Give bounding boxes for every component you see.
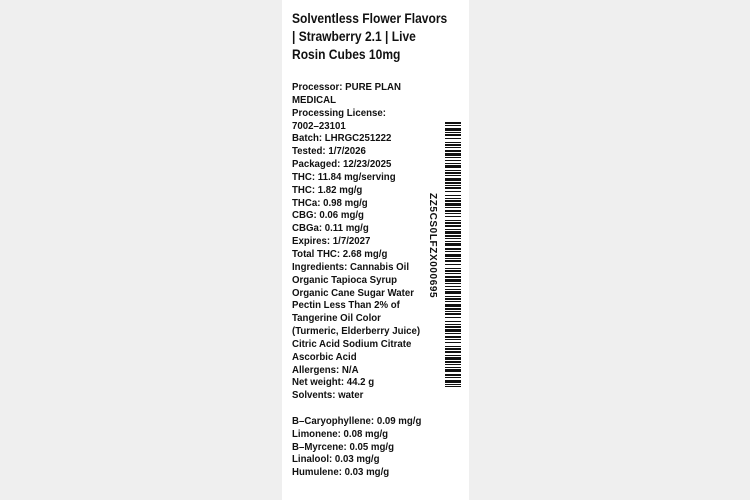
- terpene-line: Limonene: 0.08 mg/g: [292, 427, 389, 440]
- detail-line: Processor: PURE PLAN: [292, 81, 401, 93]
- barcode-bar: [445, 147, 461, 148]
- detail-line: THCa: 0.98 mg/g: [292, 196, 368, 209]
- barcode-bar: [445, 260, 461, 262]
- detail-line: Batch: LHRGC251222: [292, 132, 392, 145]
- detail-line: Expires: 1/7/2027: [292, 235, 371, 248]
- barcode-bar: [445, 144, 461, 146]
- barcode-bar: [445, 369, 461, 372]
- barcode-bar: [445, 170, 461, 171]
- barcode-bar: [445, 273, 461, 274]
- detail-line: MEDICAL: [292, 93, 337, 106]
- detail-line: Ascorbic Acid: [292, 350, 357, 363]
- barcode-bar: [445, 351, 461, 353]
- detail-line: CBGa: 0.11 mg/g: [292, 222, 369, 235]
- barcode-bar: [445, 150, 461, 152]
- barcode-bar: [445, 258, 461, 259]
- detail-line: Allergens: N/A: [292, 363, 359, 376]
- detail-line: THC: 11.84 mg/serving: [292, 170, 396, 183]
- barcode-bar: [445, 191, 461, 192]
- barcode-bar: [445, 222, 461, 224]
- barcode-bar: [445, 357, 461, 360]
- barcode-bar: [445, 298, 461, 300]
- barcode-bar: [445, 321, 461, 322]
- barcode-bar: [445, 122, 461, 124]
- detail-line: 7002–23101: [292, 119, 346, 132]
- barcode-bar: [445, 132, 461, 133]
- barcode-bar: [445, 329, 461, 332]
- barcode-bar: [445, 317, 461, 318]
- barcode-bar: [445, 355, 461, 356]
- barcode-bar: [445, 178, 461, 181]
- barcode-bar: [445, 160, 461, 161]
- barcode-bar: [445, 182, 461, 184]
- barcode-bar: [445, 125, 461, 126]
- barcode-bar: [445, 238, 461, 239]
- barcode-bar: [445, 286, 461, 287]
- barcode-bar: [445, 243, 461, 246]
- barcode-bar: [445, 313, 461, 315]
- detail-line: Processing License:: [292, 106, 386, 119]
- barcode-bar: [445, 342, 461, 343]
- barcode-bar: [445, 231, 461, 234]
- barcode-bar: [445, 187, 461, 189]
- detail-line: Packaged: 12/23/2025: [292, 158, 392, 171]
- barcode-bar: [445, 163, 461, 164]
- barcode-bar: [445, 333, 461, 334]
- terpene-line: B–Myrcene: 0.05 mg/g: [292, 440, 395, 453]
- barcode-bar: [445, 248, 461, 250]
- barcode-bar: [445, 195, 461, 196]
- barcode-bar: [445, 279, 461, 282]
- barcode-bar: [445, 384, 461, 385]
- barcode-bar: [445, 301, 461, 302]
- barcode-bar: [445, 264, 461, 265]
- spacer: [292, 402, 430, 415]
- terpene-line: B–Caryophyllene: 0.09 mg/g: [292, 414, 422, 427]
- barcode-bar: [445, 142, 461, 143]
- detail-line: Total THC: 2.68 mg/g: [292, 247, 388, 260]
- detail-line: THC: 1.82 mg/g: [292, 183, 363, 196]
- title-line: | Strawberry 2.1 | Live: [292, 28, 416, 44]
- barcode-bar: [445, 296, 461, 297]
- barcode-bar: [445, 210, 461, 212]
- barcode-bar: [445, 361, 461, 363]
- barcode-bar: [445, 367, 461, 368]
- barcode-bar: [445, 276, 461, 278]
- barcode-bar: [445, 216, 461, 217]
- barcode-bar: [445, 311, 461, 312]
- barcode-bar: [445, 138, 461, 139]
- label-details: [292, 81, 430, 479]
- detail-line: CBG: 0.06 mg/g: [292, 209, 364, 222]
- barcode-bar: [445, 128, 461, 131]
- barcode-bar: [445, 291, 461, 294]
- title-line: Solventless Flower Flavors: [292, 10, 448, 26]
- detail-line: Citric Acid Sodium Citrate: [292, 337, 412, 350]
- barcode-bar: [445, 235, 461, 237]
- barcode-bar: [445, 304, 461, 307]
- barcode-bar: [445, 175, 461, 176]
- barcode-number: ZZ5CS0LFZX000695: [427, 193, 438, 299]
- terpene-line: Humulene: 0.03 mg/g: [292, 466, 390, 479]
- detail-line: (Turmeric, Elderberry Juice): [292, 325, 421, 338]
- barcode-bar: [445, 283, 461, 284]
- barcode-bar: [445, 220, 461, 221]
- barcode-bar: [445, 241, 461, 242]
- detail-line: Tangerine Oil Color: [292, 312, 381, 325]
- barcode-bar: [445, 348, 461, 350]
- barcode-bar: [445, 289, 461, 290]
- barcode-bar: [445, 364, 461, 365]
- barcode-bar: [445, 207, 461, 208]
- detail-line: Solvents: water: [292, 389, 364, 402]
- barcode-bar: [445, 336, 461, 338]
- barcode-bar: [445, 268, 461, 269]
- barcode-bar: [445, 229, 461, 230]
- barcode-bar: [445, 165, 461, 168]
- barcode-bar: [445, 213, 461, 214]
- barcode-bar: [445, 134, 461, 136]
- barcode-bar: [445, 377, 461, 378]
- barcode-bar: [445, 198, 461, 199]
- barcode-bar: [445, 254, 461, 257]
- detail-line: Organic Cane Sugar Water: [292, 286, 415, 299]
- barcode-bar: [445, 308, 461, 310]
- barcode-bar: [445, 270, 461, 272]
- barcode-bar: [445, 346, 461, 347]
- detail-line: Organic Tapioca Syrup: [292, 273, 398, 286]
- barcode-bar: [445, 380, 461, 383]
- product-title: [292, 9, 448, 63]
- barcode-bar: [445, 203, 461, 206]
- detail-line: Pectin Less Than 2% of: [292, 299, 400, 312]
- title-line: Rosin Cubes 10mg: [292, 46, 401, 62]
- barcode-bar: [445, 185, 461, 186]
- barcode-bar: [445, 386, 461, 387]
- terpene-line: Linalool: 0.03 mg/g: [292, 453, 380, 466]
- barcode-bar: [445, 251, 461, 252]
- barcode-bar: [445, 324, 461, 325]
- barcode-bar: [445, 172, 461, 174]
- barcode-icon: [445, 122, 461, 387]
- barcode-bar: [445, 200, 461, 202]
- barcode-bars: [445, 122, 461, 387]
- barcode-bar: [445, 225, 461, 227]
- detail-line: Net weight: 44.2 g: [292, 376, 375, 389]
- barcode-bar: [445, 157, 461, 158]
- barcode-bar: [445, 326, 461, 328]
- detail-line: Ingredients: Cannabis Oil: [292, 260, 410, 273]
- barcode-bar: [445, 153, 461, 156]
- detail-line: Tested: 1/7/2026: [292, 145, 366, 158]
- barcode-bar: [445, 374, 461, 376]
- product-label: [282, 0, 469, 500]
- barcode-bar: [445, 339, 461, 340]
